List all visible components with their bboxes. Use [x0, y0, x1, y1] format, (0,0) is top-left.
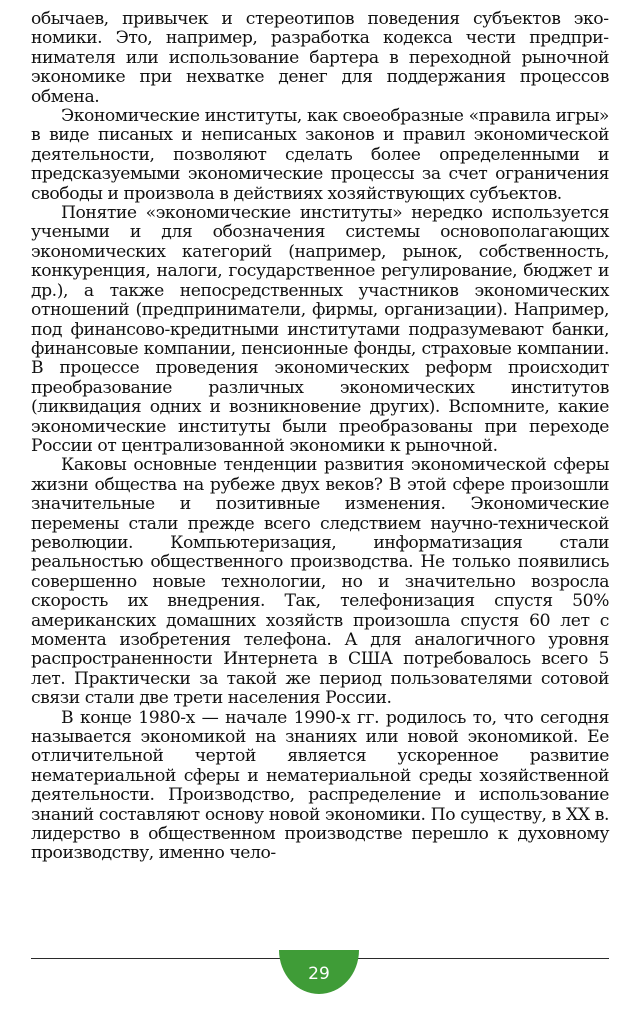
paragraph-5: В конце 1980-х — начале 1990-х гг. родилось то, что сегодня называется экономикой на знаниях или новой экономикой. Ее отличительной чертой является ускоренное развитие нематериальной сферы и нематериальной среды хозяйственной деятельности. Производство, распределение и использование знаний составляют основу новой экономики. По существу, в XX в. лидерство в общественном производстве перешло к духовному производству, именно чело- [31, 707, 609, 864]
page-number-badge [279, 950, 359, 994]
page-number: 29 [308, 964, 330, 984]
paragraph-4: Каковы основные тенденции развития экономической сферы жизни общества на рубеже двух веков? В этой сфере произошли значительные и позитивные изменения. Экономические перемены стали прежде всего следствием научно-технической революции. Компьютеризация, информатизация стали реальностью общественного производства. Не только появились совершенно новые технологии, но и значительно возросла скорость их внедрения. Так, телефонизация спустя 50% американских домашних хозяйств произошла спустя 60 лет с момента изобретения телефона. А для аналогичного уровня распространенности Интернета в США потребовалось всего 5 лет. Практически за такой же период пользователями сотовой связи стали две трети населения России. [31, 455, 609, 709]
paragraph-2: Экономические институты, как своеобразные «правила игры» в виде писаных и неписаных законов и правил экономической деятельности, позволяют сделать более определенными и предсказуемыми экономические процессы за счет ограничения свободы и произвола в действиях хозяйствующих субъектов. [31, 106, 609, 204]
paragraph-3: Понятие «экономические институты» нередко используется учеными и для обозначения системы основополагающих экономических категорий (например, рынок, собственность, конкуренция, налоги, государственное регулирование, бюджет и др.), а также непосредственных участников экономических отношений (предприниматели, фирмы, организации). Например, под финансово-кредитными институтами подразумевают банки, финансовые компании, пенсионные фонды, страховые компании. В процессе проведения экономических реформ происходит преобразование различных экономических институтов (ликвидация одних и возникновение других). Вспомните, какие экономические институты были преобразованы при переходе России от централизованной экономики к рыночной. [31, 203, 609, 456]
paragraph-1: обычаев, привычек и стереотипов поведения субъектов экономики. Это, например, разработка кодекса чести предпринимателя или использование бартера в переходной рыночной экономике при нехватке денег для поддержания процессов обмена. [31, 9, 609, 107]
page-body [31, 10, 609, 864]
